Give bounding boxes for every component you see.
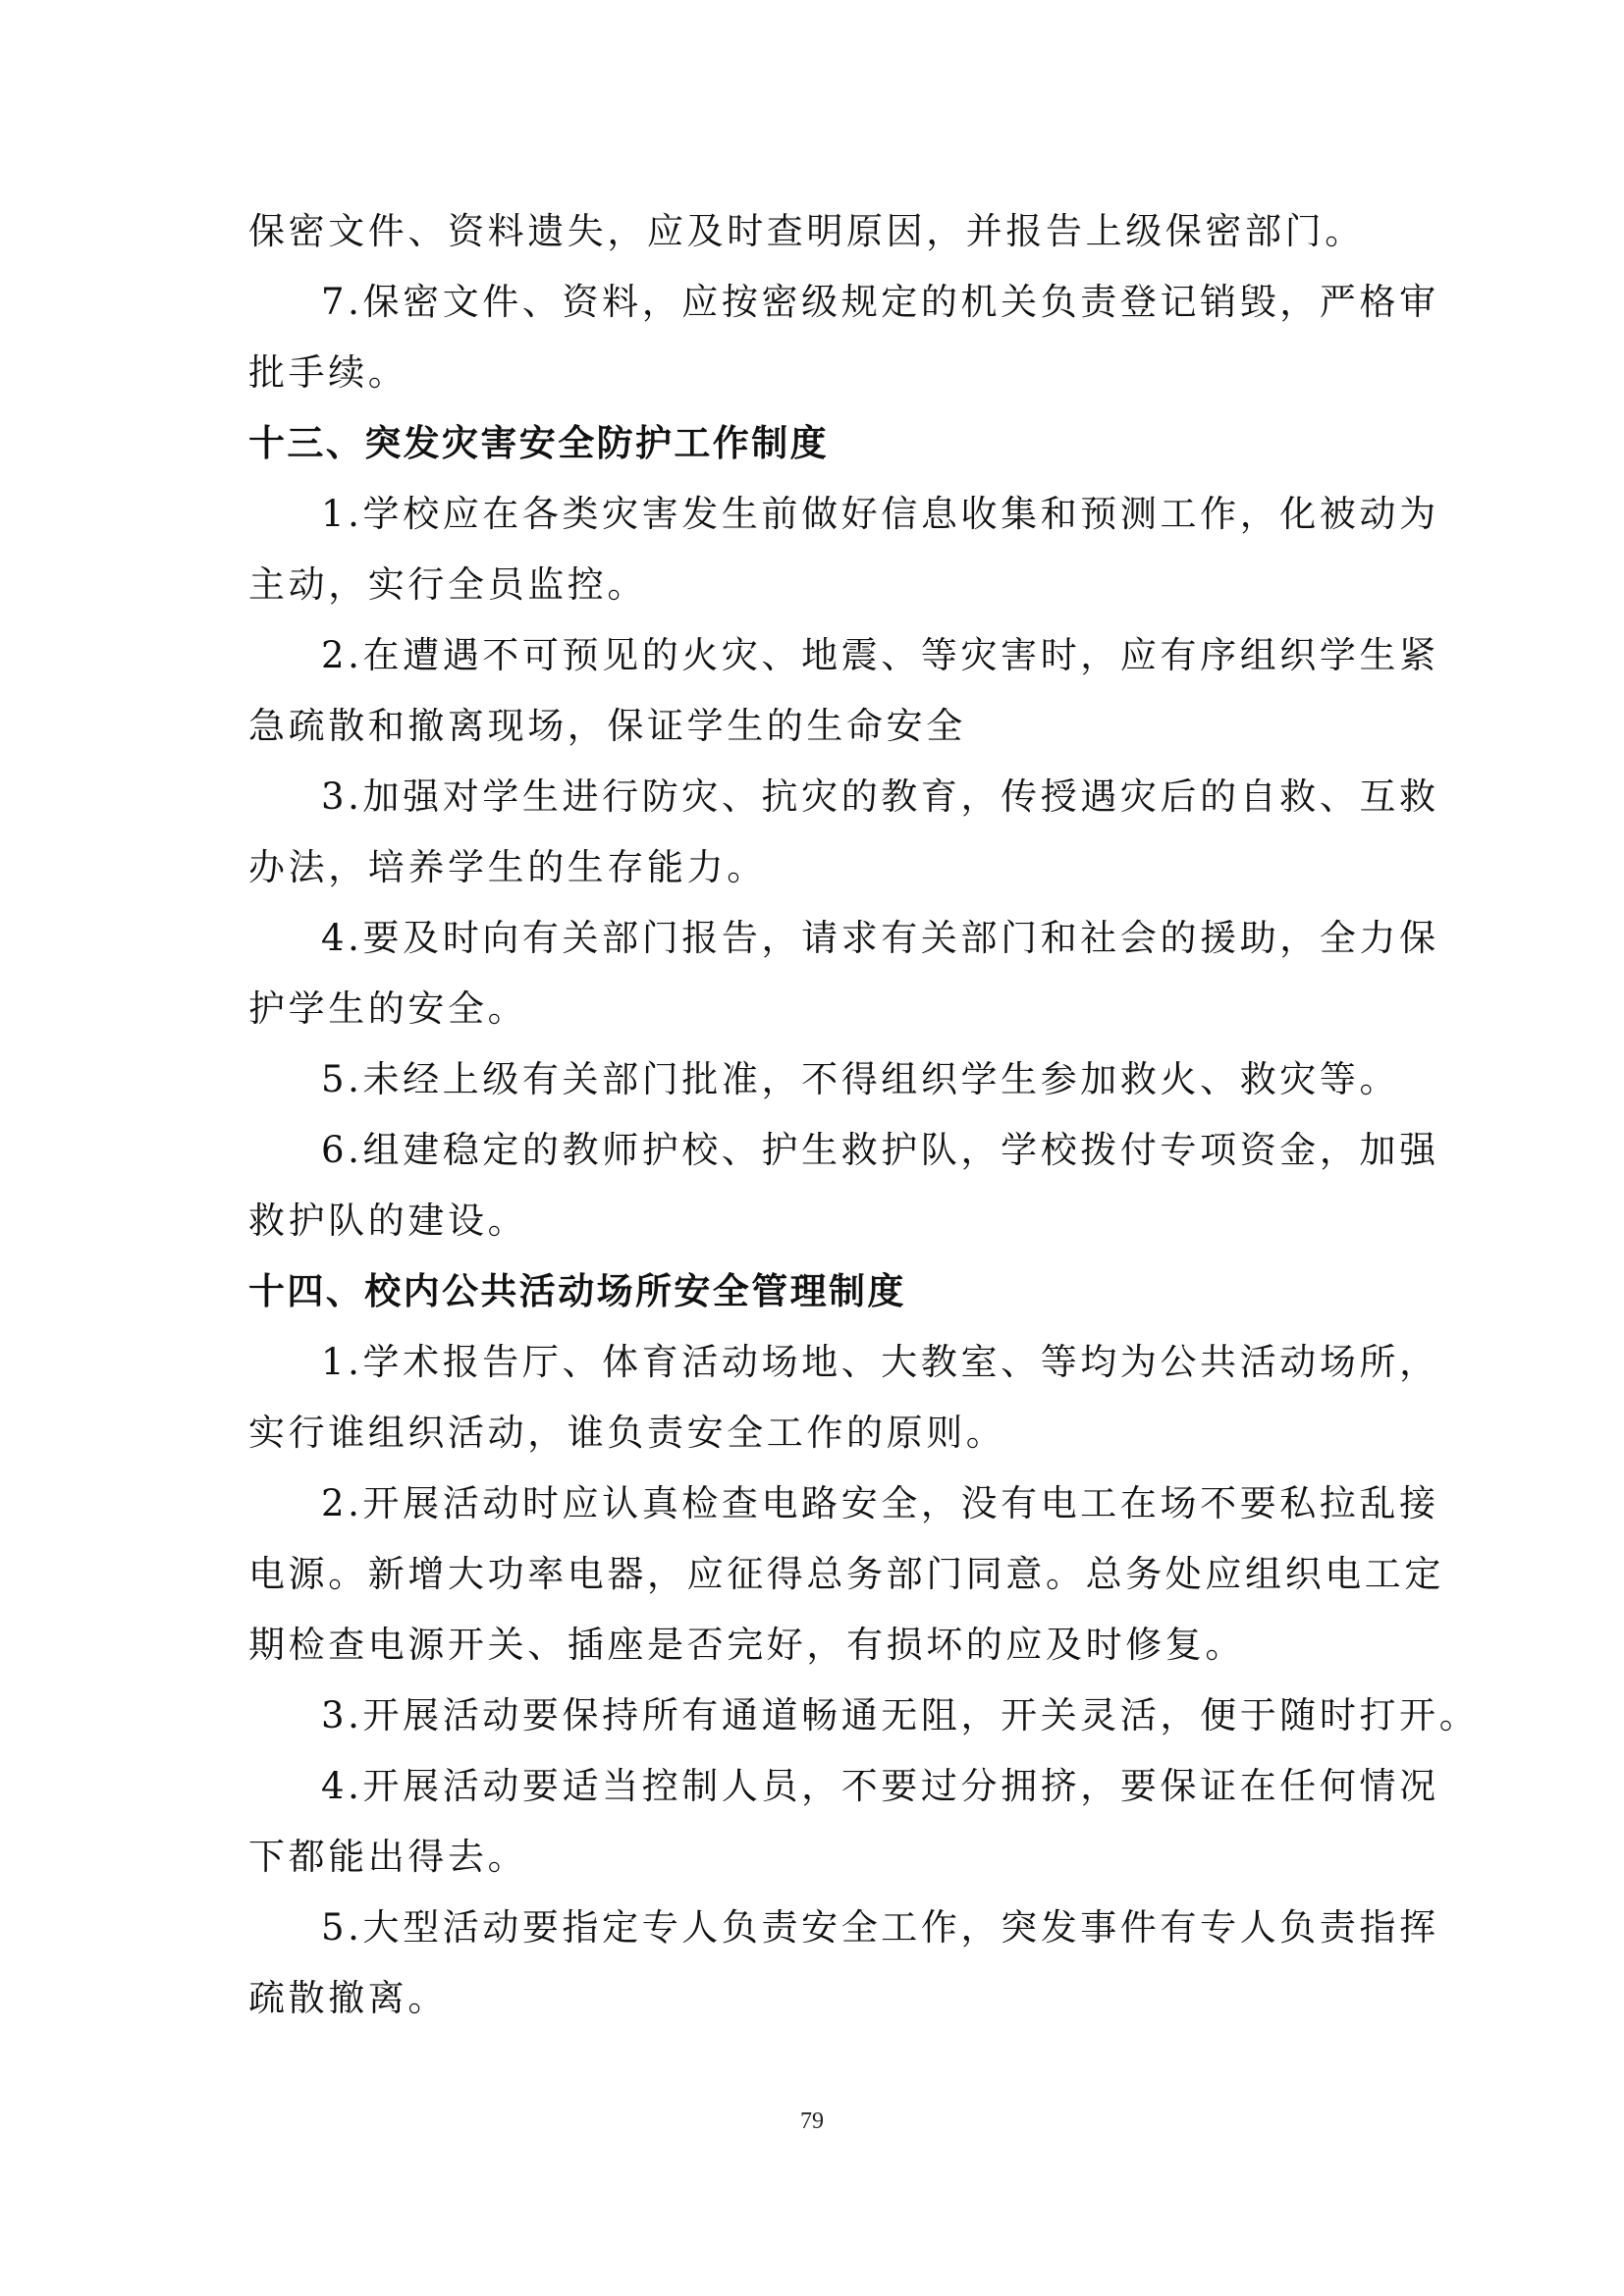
text-line: 批手续。 xyxy=(248,351,408,394)
text-line: 主动，实行全员监控。 xyxy=(248,563,647,606)
text-line: 3.加强对学生进行防灾、抗灾的教育，传授遇灾后的自救、互救 xyxy=(321,775,1439,818)
text-line: 6.组建稳定的教师护校、护生救护队，学校拨付专项资金，加强 xyxy=(321,1129,1439,1171)
text-line: 下都能出得去。 xyxy=(248,1836,528,1878)
section-heading: 十三、突发灾害安全防护工作制度 xyxy=(248,422,829,464)
page-number: 79 xyxy=(800,2109,824,2134)
section-heading: 十四、校内公共活动场所安全管理制度 xyxy=(248,1270,906,1312)
text-line: 2.在遭遇不可预见的火灾、地震、等灾害时，应有序组织学生紧 xyxy=(321,634,1439,676)
text-line: 4.开展活动要适当控制人员，不要过分拥挤，要保证在任何情况 xyxy=(321,1765,1439,1807)
text-line: 4.要及时向有关部门报告，请求有关部门和社会的援助，全力保 xyxy=(321,917,1439,959)
text-line: 1.学术报告厅、体育活动场地、大教室、等均为公共活动场所， xyxy=(321,1341,1439,1383)
text-line: 2.开展活动时应认真检查电路安全，没有电工在场不要私拉乱接 xyxy=(321,1482,1439,1524)
text-line: 护学生的安全。 xyxy=(248,988,528,1030)
text-line: 救护队的建设。 xyxy=(248,1200,528,1242)
text-line: 5.未经上级有关部门批准，不得组织学生参加救火、救灾等。 xyxy=(321,1058,1400,1100)
text-line: 实行谁组织活动，谁负责安全工作的原则。 xyxy=(248,1412,1006,1454)
text-line: 急疏散和撤离现场，保证学生的生命安全 xyxy=(248,705,966,747)
text-line: 5.大型活动要指定专人负责安全工作，突发事件有专人负责指挥 xyxy=(321,1906,1439,1949)
text-line: 办法，培养学生的生存能力。 xyxy=(248,846,767,888)
text-line: 疏散撤离。 xyxy=(248,1977,448,2019)
text-line: 期检查电源开关、插座是否完好，有损坏的应及时修复。 xyxy=(248,1624,1245,1666)
text-line: 1.学校应在各类灾害发生前做好信息收集和预测工作，化被动为 xyxy=(321,493,1439,535)
document-body xyxy=(248,196,1480,2034)
text-line: 电源。新增大功率电器，应征得总务部门同意。总务处应组织电工定 xyxy=(248,1553,1444,1595)
text-line: 保密文件、资料遗失，应及时查明原因，并报告上级保密部门。 xyxy=(248,210,1365,252)
text-line: 3.开展活动要保持所有通道畅通无阻，开关灵活，便于随时打开。 xyxy=(321,1694,1480,1736)
text-line: 7.保密文件、资料，应按密级规定的机关负责登记销毁，严格审 xyxy=(321,281,1439,323)
